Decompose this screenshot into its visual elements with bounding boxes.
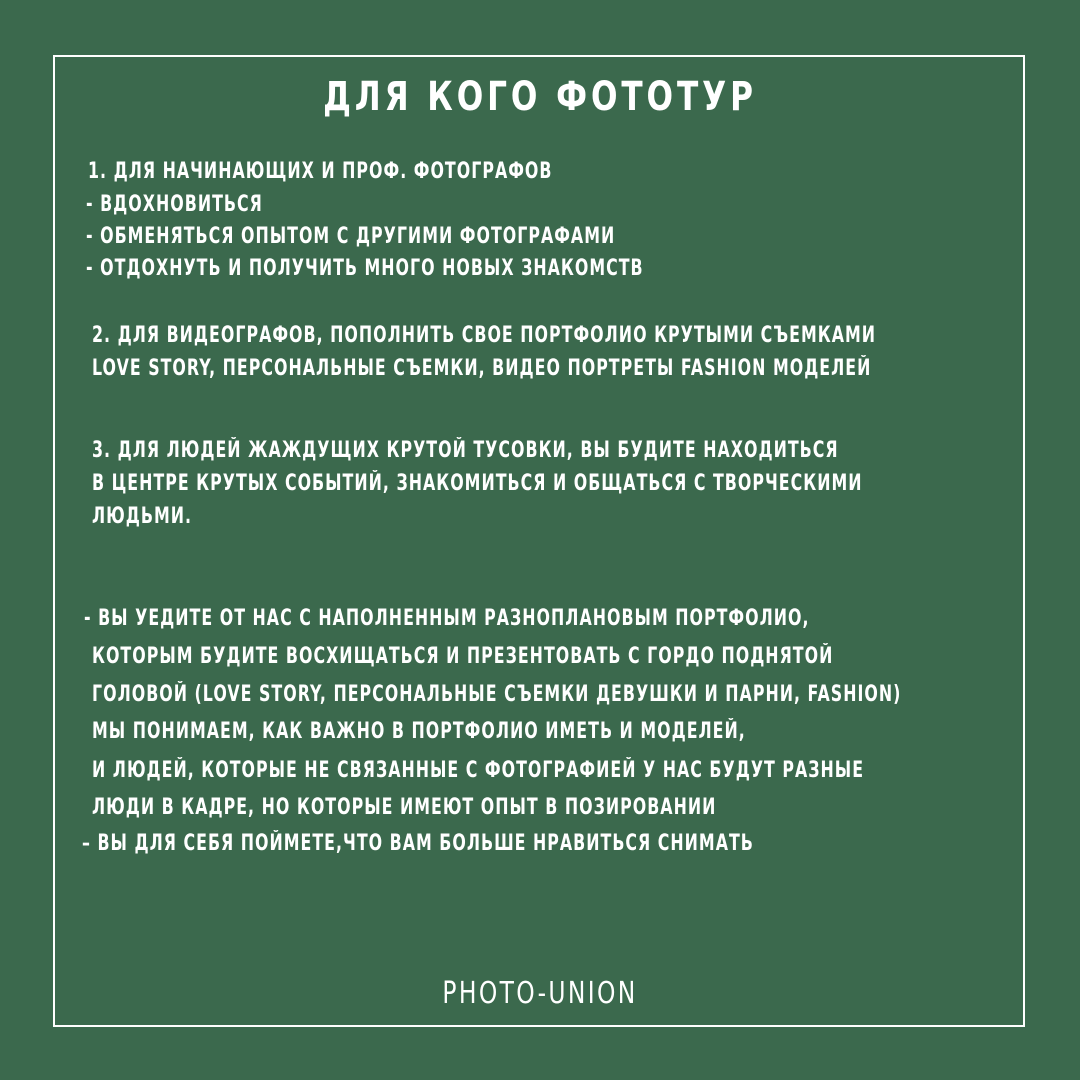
section2-line: LOVE STORY, ПЕРСОНАЛЬНЫЕ СЪЕМКИ, ВИДЕО ПОРТРЕТЫ FASHION МОДЕЛЕЙ <box>92 356 872 381</box>
section4-line: МЫ ПОНИМАЕМ, КАК ВАЖНО В ПОРТФОЛИО ИМЕТЬ И МОДЕЛЕЙ, <box>92 719 746 744</box>
section1-line: - ВДОХНОВИТЬСЯ <box>86 192 263 217</box>
section4-line: – ВЫ ДЛЯ СЕБЯ ПОЙМЕТЕ,ЧТО ВАМ БОЛЬШЕ НРАВИТЬСЯ СНИМАТЬ <box>82 831 754 856</box>
section3-line: 3. ДЛЯ ЛЮДЕЙ ЖАЖДУЩИХ КРУТОЙ ТУСОВКИ, ВЫ БУДИТЕ НАХОДИТЬСЯ <box>92 438 839 463</box>
section4-line: ГОЛОВОЙ (LOVE STORY, ПЕРСОНАЛЬНЫЕ СЪЕМКИ ДЕВУШКИ И ПАРНИ, FASHION) <box>92 682 902 707</box>
section2-line: 2. ДЛЯ ВИДЕОГРАФОВ, ПОПОЛНИТЬ СВОЕ ПОРТФОЛИО КРУТЫМИ СЪЕМКАМИ <box>92 323 877 348</box>
section4-line: ЛЮДИ В КАДРЕ, НО КОТОРЫЕ ИМЕЮТ ОПЫТ В ПОЗИРОВАНИИ <box>92 795 717 820</box>
page-title: ДЛЯ КОГО ФОТОТУР <box>323 74 757 120</box>
brand-footer: PHOTO-UNION <box>442 976 638 1011</box>
section3-line: В ЦЕНТРЕ КРУТЫХ СОБЫТИЙ, ЗНАКОМИТЬСЯ И ОБЩАТЬСЯ С ТВОРЧЕСКИМИ <box>92 471 863 496</box>
section4-line: И ЛЮДЕЙ, КОТОРЫЕ НЕ СВЯЗАННЫЕ С ФОТОГРАФИЕЙ У НАС БУДУТ РАЗНЫЕ <box>92 758 865 783</box>
section1-line: - ОТДОХНУТЬ И ПОЛУЧИТЬ МНОГО НОВЫХ ЗНАКОМСТВ <box>86 256 644 281</box>
section3-line: ЛЮДЬМИ. <box>92 504 193 529</box>
section4-line: - ВЫ УЕДИТЕ ОТ НАС С НАПОЛНЕННЫМ РАЗНОПЛАНОВЫМ ПОРТФОЛИО, <box>84 606 810 631</box>
section4-line: КОТОРЫМ БУДИТЕ ВОСХИЩАТЬСЯ И ПРЕЗЕНТОВАТЬ С ГОРДО ПОДНЯТОЙ <box>92 644 834 669</box>
section1-line: - ОБМЕНЯТЬСЯ ОПЫТОМ С ДРУГИМИ ФОТОГРАФАМИ <box>86 224 616 249</box>
section1-line: 1. ДЛЯ НАЧИНАЮЩИХ И ПРОФ. ФОТОГРАФОВ <box>88 159 553 184</box>
